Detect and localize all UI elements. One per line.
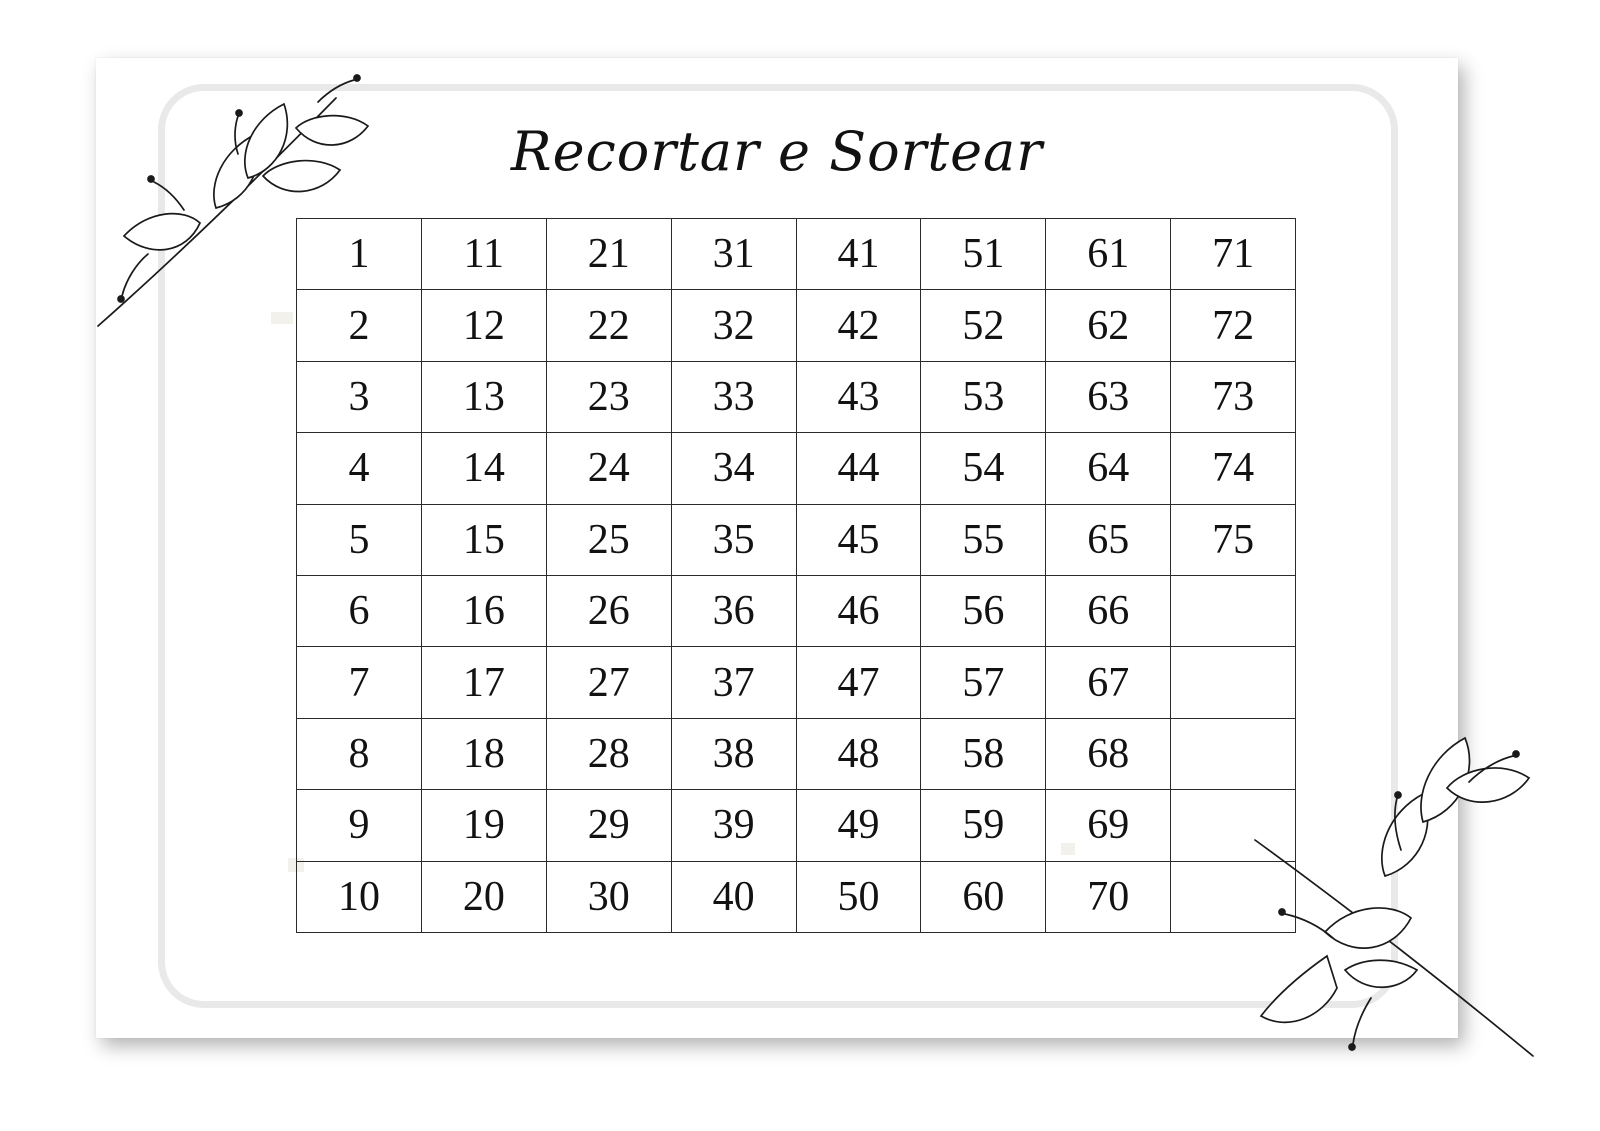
paper-sheet	[96, 58, 1458, 1038]
grid-cell[interactable]: 48	[796, 718, 921, 789]
grid-cell[interactable]: 7	[297, 647, 422, 718]
grid-cell[interactable]: 71	[1171, 219, 1296, 290]
grid-cell[interactable]: 2	[297, 290, 422, 361]
grid-cell[interactable]: 35	[671, 504, 796, 575]
grid-cell[interactable]: 42	[796, 290, 921, 361]
grid-cell[interactable]: 19	[421, 790, 546, 861]
grid-cell[interactable]: 1	[297, 219, 422, 290]
table-row	[297, 861, 1296, 932]
grid-cell-empty[interactable]	[1171, 718, 1296, 789]
grid-cell[interactable]: 4	[297, 433, 422, 504]
grid-cell[interactable]: 15	[421, 504, 546, 575]
grid-cell[interactable]: 58	[921, 718, 1046, 789]
grid-cell[interactable]: 22	[546, 290, 671, 361]
grid-cell-empty[interactable]	[1171, 790, 1296, 861]
grid-cell[interactable]: 65	[1046, 504, 1171, 575]
number-grid	[296, 218, 1296, 933]
table-row	[297, 219, 1296, 290]
grid-cell[interactable]: 61	[1046, 219, 1171, 290]
grid-cell[interactable]: 66	[1046, 575, 1171, 646]
grid-cell[interactable]: 17	[421, 647, 546, 718]
grid-cell[interactable]: 45	[796, 504, 921, 575]
grid-cell[interactable]: 26	[546, 575, 671, 646]
table-row	[297, 504, 1296, 575]
grid-cell[interactable]: 31	[671, 219, 796, 290]
grid-cell[interactable]: 47	[796, 647, 921, 718]
grid-cell[interactable]: 14	[421, 433, 546, 504]
grid-cell[interactable]: 39	[671, 790, 796, 861]
grid-cell[interactable]: 24	[546, 433, 671, 504]
page-title: Recortar e Sortear	[510, 120, 1044, 183]
grid-cell[interactable]: 56	[921, 575, 1046, 646]
grid-cell[interactable]: 8	[297, 718, 422, 789]
grid-cell[interactable]: 51	[921, 219, 1046, 290]
grid-cell[interactable]: 30	[546, 861, 671, 932]
grid-cell[interactable]: 73	[1171, 361, 1296, 432]
table-row	[297, 575, 1296, 646]
grid-cell[interactable]: 38	[671, 718, 796, 789]
table-row	[297, 433, 1296, 504]
grid-cell[interactable]: 72	[1171, 290, 1296, 361]
grid-cell[interactable]: 62	[1046, 290, 1171, 361]
grid-cell[interactable]: 6	[297, 575, 422, 646]
grid-cell[interactable]: 3	[297, 361, 422, 432]
grid-cell[interactable]: 52	[921, 290, 1046, 361]
table-row	[297, 361, 1296, 432]
grid-cell[interactable]: 46	[796, 575, 921, 646]
table-row	[297, 290, 1296, 361]
grid-cell[interactable]: 63	[1046, 361, 1171, 432]
number-grid-container	[296, 218, 1296, 922]
grid-cell[interactable]: 49	[796, 790, 921, 861]
grid-cell[interactable]: 21	[546, 219, 671, 290]
number-grid-body	[297, 219, 1296, 933]
grid-cell[interactable]: 68	[1046, 718, 1171, 789]
grid-cell[interactable]: 28	[546, 718, 671, 789]
grid-cell[interactable]: 13	[421, 361, 546, 432]
grid-cell[interactable]: 25	[546, 504, 671, 575]
grid-cell-empty[interactable]	[1171, 647, 1296, 718]
grid-cell[interactable]: 55	[921, 504, 1046, 575]
grid-cell[interactable]: 41	[796, 219, 921, 290]
grid-cell[interactable]: 54	[921, 433, 1046, 504]
grid-cell[interactable]: 70	[1046, 861, 1171, 932]
grid-cell-empty[interactable]	[1171, 861, 1296, 932]
grid-cell[interactable]: 18	[421, 718, 546, 789]
grid-cell[interactable]: 34	[671, 433, 796, 504]
grid-cell[interactable]: 9	[297, 790, 422, 861]
grid-cell[interactable]: 11	[421, 219, 546, 290]
grid-cell[interactable]: 37	[671, 647, 796, 718]
grid-cell[interactable]: 59	[921, 790, 1046, 861]
grid-cell[interactable]: 12	[421, 290, 546, 361]
grid-cell[interactable]: 23	[546, 361, 671, 432]
grid-cell[interactable]: 50	[796, 861, 921, 932]
grid-cell[interactable]: 57	[921, 647, 1046, 718]
grid-cell[interactable]: 16	[421, 575, 546, 646]
grid-cell[interactable]: 44	[796, 433, 921, 504]
table-row	[297, 718, 1296, 789]
grid-cell-empty[interactable]	[1171, 575, 1296, 646]
grid-cell[interactable]: 53	[921, 361, 1046, 432]
grid-cell[interactable]: 43	[796, 361, 921, 432]
table-row	[297, 647, 1296, 718]
grid-cell[interactable]: 74	[1171, 433, 1296, 504]
paper-speck	[271, 312, 293, 324]
grid-cell[interactable]: 40	[671, 861, 796, 932]
grid-cell[interactable]: 36	[671, 575, 796, 646]
grid-cell[interactable]: 29	[546, 790, 671, 861]
grid-cell[interactable]: 20	[421, 861, 546, 932]
grid-cell[interactable]: 32	[671, 290, 796, 361]
grid-cell[interactable]: 69	[1046, 790, 1171, 861]
grid-cell[interactable]: 10	[297, 861, 422, 932]
grid-cell[interactable]: 5	[297, 504, 422, 575]
grid-cell[interactable]: 64	[1046, 433, 1171, 504]
grid-cell[interactable]: 60	[921, 861, 1046, 932]
grid-cell[interactable]: 67	[1046, 647, 1171, 718]
table-row	[297, 790, 1296, 861]
grid-cell[interactable]: 27	[546, 647, 671, 718]
grid-cell[interactable]: 75	[1171, 504, 1296, 575]
grid-cell[interactable]: 33	[671, 361, 796, 432]
